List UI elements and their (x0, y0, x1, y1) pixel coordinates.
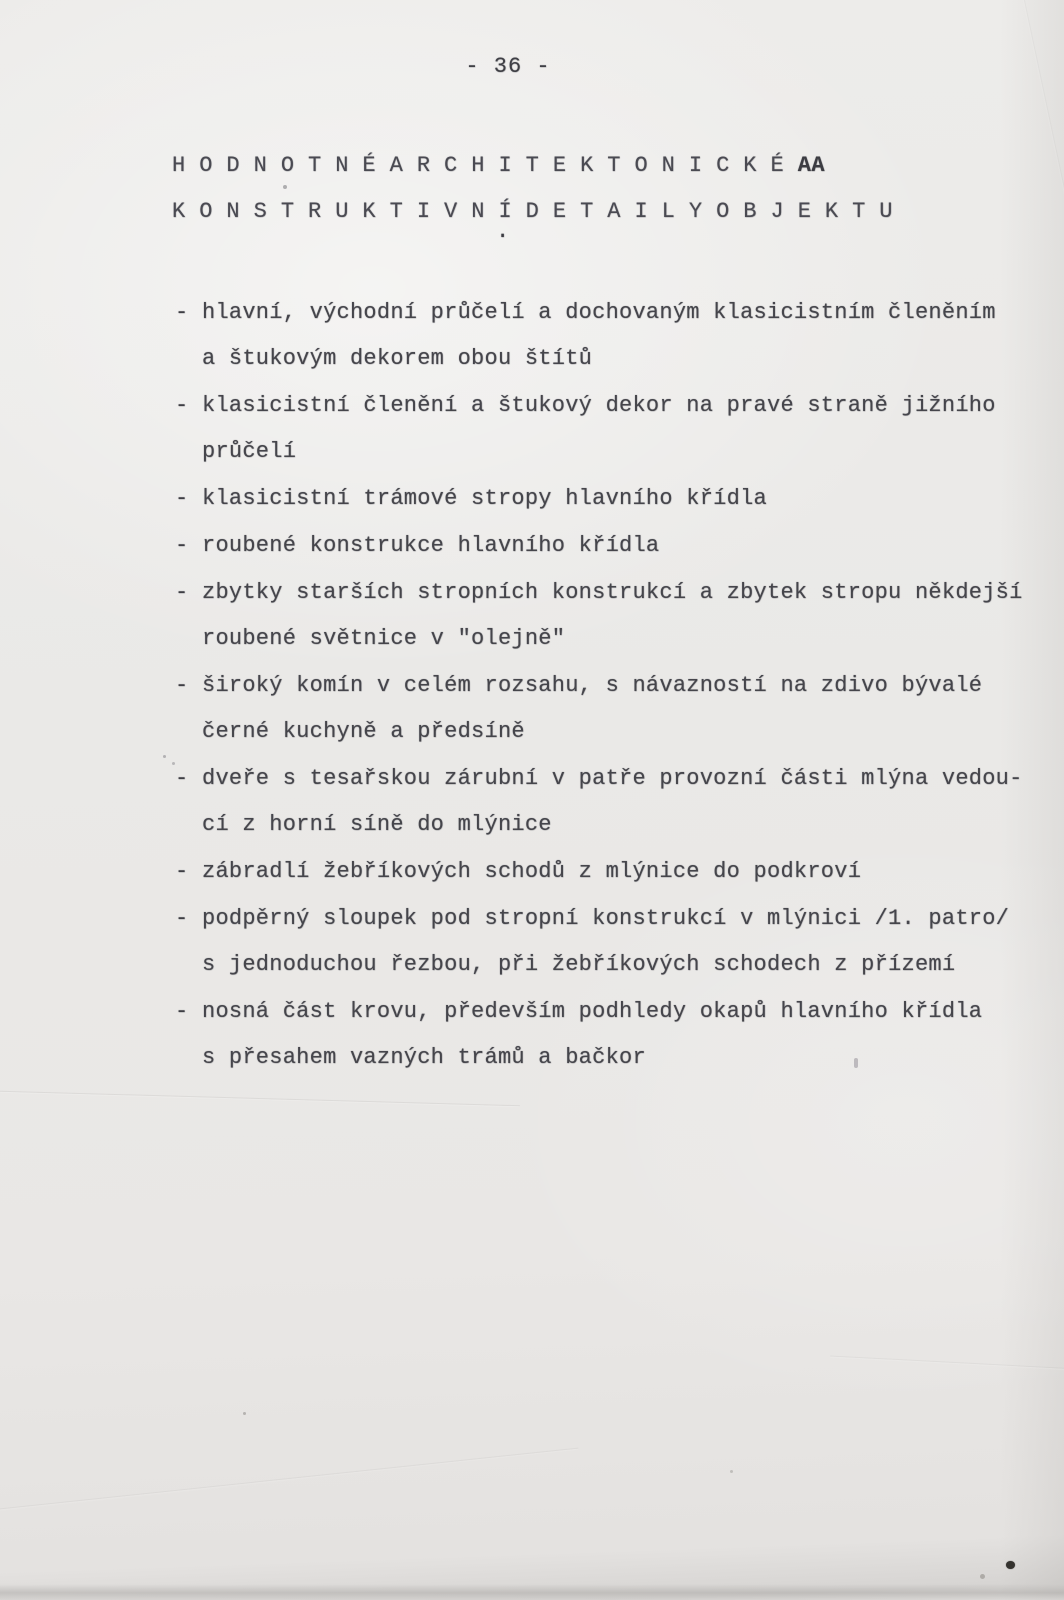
bullet-dash: - (175, 533, 189, 558)
list-item-line: zbytky starších stropních konstrukcí a zbytek stropu někdejší (202, 580, 1023, 605)
bullet-dash: - (175, 673, 189, 698)
ink-speck (730, 1470, 733, 1473)
detail-list (175, 290, 1045, 1082)
list-item (175, 523, 1045, 569)
list-item (175, 756, 1045, 848)
list-item-lines (202, 290, 1045, 382)
list-item (175, 989, 1045, 1081)
list-item-line: roubené konstrukce hlavního křídla (202, 533, 660, 558)
list-item-line: a štukovým dekorem obou štítů (202, 346, 593, 371)
list-item (175, 476, 1045, 522)
paper-bottom-edge (0, 1584, 1064, 1600)
bullet-dash: - (175, 906, 189, 931)
page-number: - 36 - (465, 54, 551, 79)
list-item-lines (202, 849, 1045, 895)
list-item (175, 896, 1045, 988)
list-item-lines (202, 523, 1045, 569)
list-item-lines (202, 383, 1045, 475)
list-item-lines (202, 989, 1045, 1081)
list-item-line: s jednoduchou řezbou, při žebříkových schodech z přízemí (202, 952, 956, 977)
list-item-line: podpěrný sloupek pod stropní konstrukcí v mlýnici /1. patro/ (202, 906, 1010, 931)
list-item (175, 849, 1045, 895)
list-item-line: cí z horní síně do mlýnice (202, 812, 552, 837)
ink-speck (163, 755, 166, 758)
list-item-line: klasicistní členění a štukový dekor na pravé straně jižního (202, 393, 996, 418)
list-item-line: zábradlí žebříkových schodů z mlýnice do podkroví (202, 859, 862, 884)
bullet-dash: - (175, 486, 189, 511)
heading-line-2: K O N S T R U K T I V N Í D E T A I L Y O B J E K T U (172, 199, 893, 224)
bullet-dash: - (175, 393, 189, 418)
heading-line-1-text: H O D N O T N É A R C H I T E K T O N I C K É (172, 153, 785, 178)
stray-period-mark: . (496, 219, 510, 244)
bullet-dash: - (175, 999, 189, 1024)
bullet-dash: - (175, 766, 189, 791)
list-item-lines (202, 896, 1045, 988)
document-heading (172, 143, 893, 235)
list-item-lines (202, 756, 1045, 848)
list-item-lines (202, 570, 1045, 662)
list-item-line: roubené světnice v "olejně" (202, 626, 566, 651)
bullet-dash: - (175, 300, 189, 325)
list-item (175, 570, 1045, 662)
list-item-line: s přesahem vazných trámů a bačkor (202, 1045, 646, 1070)
list-item (175, 383, 1045, 475)
bullet-dash: - (175, 859, 189, 884)
list-item-line: nosná část krovu, především podhledy okapů hlavního křídla (202, 999, 983, 1024)
ink-speck (243, 1412, 246, 1415)
list-item-line: široký komín v celém rozsahu, s návazností na zdivo bývalé (202, 673, 983, 698)
heading-line-1 (172, 143, 893, 189)
paper-crease (830, 1355, 1064, 1369)
paper-crease (1019, 0, 1064, 262)
ink-speck (283, 185, 287, 189)
ink-smudge (854, 1058, 858, 1068)
list-item-lines (202, 476, 1045, 522)
paper-crease (0, 1091, 520, 1107)
ink-speck (172, 762, 175, 765)
paper-crease (0, 1448, 578, 1514)
list-item-line: průčelí (202, 439, 297, 464)
list-item-line: dveře s tesařskou zárubní v patře provozní části mlýna vedou- (202, 766, 1023, 791)
ink-speck (1006, 1561, 1015, 1569)
list-item-lines (202, 663, 1045, 755)
ink-speck (980, 1574, 985, 1579)
list-item-line: černé kuchyně a předsíně (202, 719, 525, 744)
bullet-dash: - (175, 580, 189, 605)
list-item (175, 290, 1045, 382)
list-item-line: klasicistní trámové stropy hlavního křídla (202, 486, 767, 511)
list-item-line: hlavní, východní průčelí a dochovaným klasicistním členěním (202, 300, 996, 325)
heading-overstrike-mark: AA (784, 153, 825, 178)
list-item (175, 663, 1045, 755)
